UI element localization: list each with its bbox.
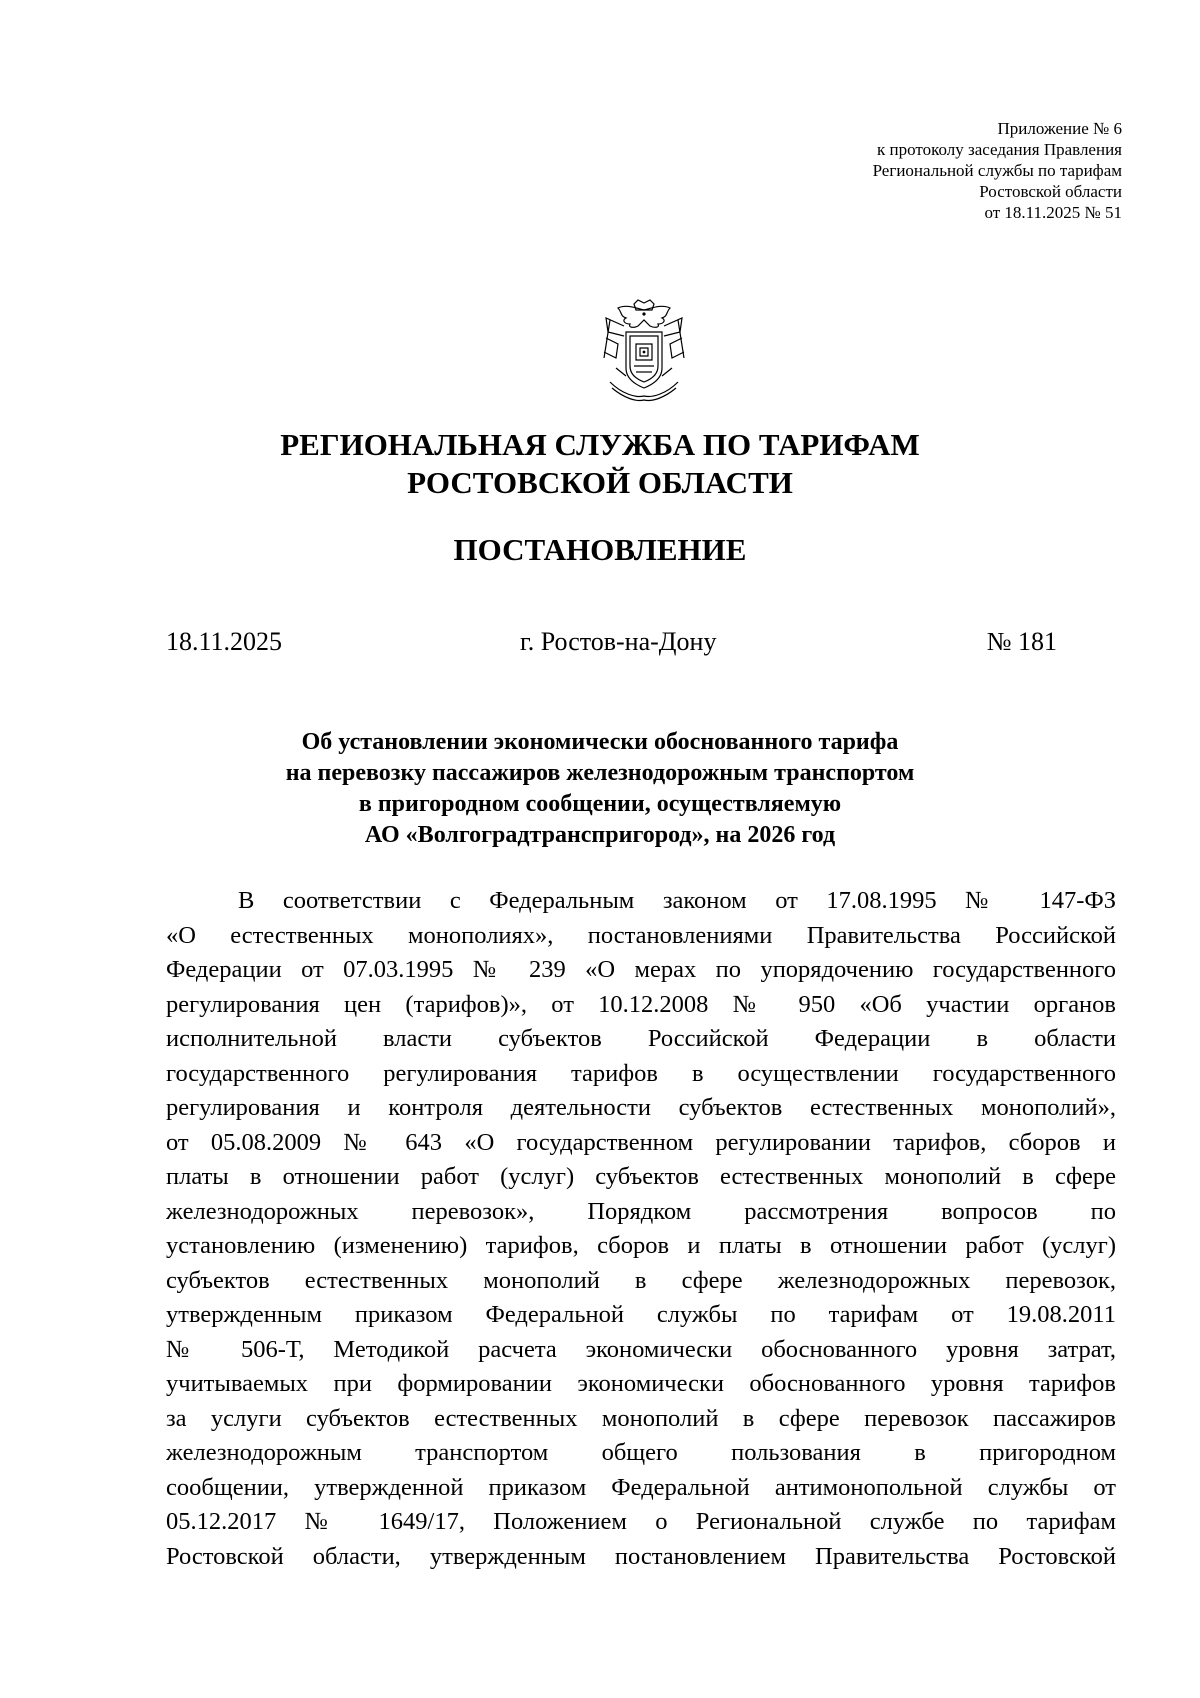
- body-paragraph: [166, 884, 1116, 1574]
- subject-line: АО «Волгоградтранспригород», на 2026 год: [364, 822, 836, 848]
- body-line: регулирования и контроля деятельности субъектов естественных монополий»,: [166, 1094, 1116, 1121]
- body-line: В соответствии с Федеральным законом от 17.08.1995 № 147-ФЗ: [238, 887, 1116, 914]
- body-line: регулирования цен (тарифов)», от 10.12.2008 № 950 «Об участии органов: [166, 990, 1116, 1018]
- body-line: установлению (изменению) тарифов, сборов и платы в отношении работ (услуг): [166, 1232, 1116, 1259]
- organization-title-line: РЕГИОНАЛЬНАЯ СЛУЖБА ПО ТАРИФАМ: [280, 427, 920, 462]
- body-line: от 05.08.2009 № 643 «О государственном регулировании тарифов, сборов и: [166, 1128, 1116, 1156]
- subject-line: в пригородном сообщении, осуществляемую: [358, 791, 842, 817]
- body-line: железнодорожных перевозок», Порядком рассмотрения вопросов по: [166, 1197, 1116, 1225]
- organization-title-line: РОСТОВСКОЙ ОБЛАСТИ: [407, 465, 793, 500]
- body-line: исполнительной власти субъектов Российской Федерации в области: [166, 1025, 1116, 1052]
- document-place: г. Ростов-на-Дону: [520, 627, 717, 656]
- body-line: 05.12.2017 № 1649/17, Положением о Региональной службе по тарифам: [166, 1508, 1116, 1535]
- body-line: «О естественных монополиях», постановлениями Правительства Российской: [166, 921, 1116, 949]
- appendix-line: от 18.11.2025 № 51: [984, 203, 1122, 222]
- appendix-line: Региональной службы по тарифам: [872, 161, 1122, 180]
- document-date: 18.11.2025: [166, 627, 283, 656]
- appendix-line: к протоколу заседания Правления: [877, 140, 1122, 159]
- body-line: железнодорожным транспортом общего пользования в пригородном: [166, 1439, 1116, 1466]
- document-kind-heading: ПОСТАНОВЛЕНИЕ: [453, 532, 747, 567]
- subject-line: на перевозку пассажиров железнодорожным транспортом: [285, 760, 915, 786]
- appendix-line: Приложение № 6: [997, 119, 1122, 138]
- body-line: Федерации от 07.03.1995 № 239 «О мерах по упорядочению государственного: [166, 956, 1116, 983]
- body-line: платы в отношении работ (услуг) субъектов естественных монополий в сфере: [166, 1163, 1116, 1190]
- body-line: субъектов естественных монополий в сфере железнодорожных перевозок,: [166, 1266, 1116, 1294]
- body-line: за услуги субъектов естественных монополий в сфере перевозок пассажиров: [166, 1404, 1116, 1432]
- body-line: учитываемых при формировании экономически обоснованного уровня тарифов: [166, 1370, 1116, 1397]
- document-number: № 181: [986, 627, 1057, 656]
- organization-title: [0, 426, 1200, 502]
- body-line: государственного регулирования тарифов в осуществлении государственного: [166, 1059, 1116, 1087]
- coat-of-arms-icon: [596, 298, 692, 402]
- body-line: сообщении, утвержденной приказом Федеральной антимонопольной службы от: [166, 1473, 1116, 1501]
- document-subject: [0, 727, 1200, 851]
- body-line: № 506-Т, Методикой расчета экономически обоснованного уровня затрат,: [166, 1335, 1116, 1363]
- subject-line: Об установлении экономически обоснованного тарифа: [301, 729, 899, 755]
- body-line: Ростовской области, утвержденным постановлением Правительства Ростовской: [166, 1542, 1116, 1570]
- body-line: утвержденным приказом Федеральной службы по тарифам от 19.08.2011: [166, 1301, 1116, 1328]
- appendix-line: Ростовской области: [979, 182, 1122, 201]
- appendix-block: [873, 118, 1122, 223]
